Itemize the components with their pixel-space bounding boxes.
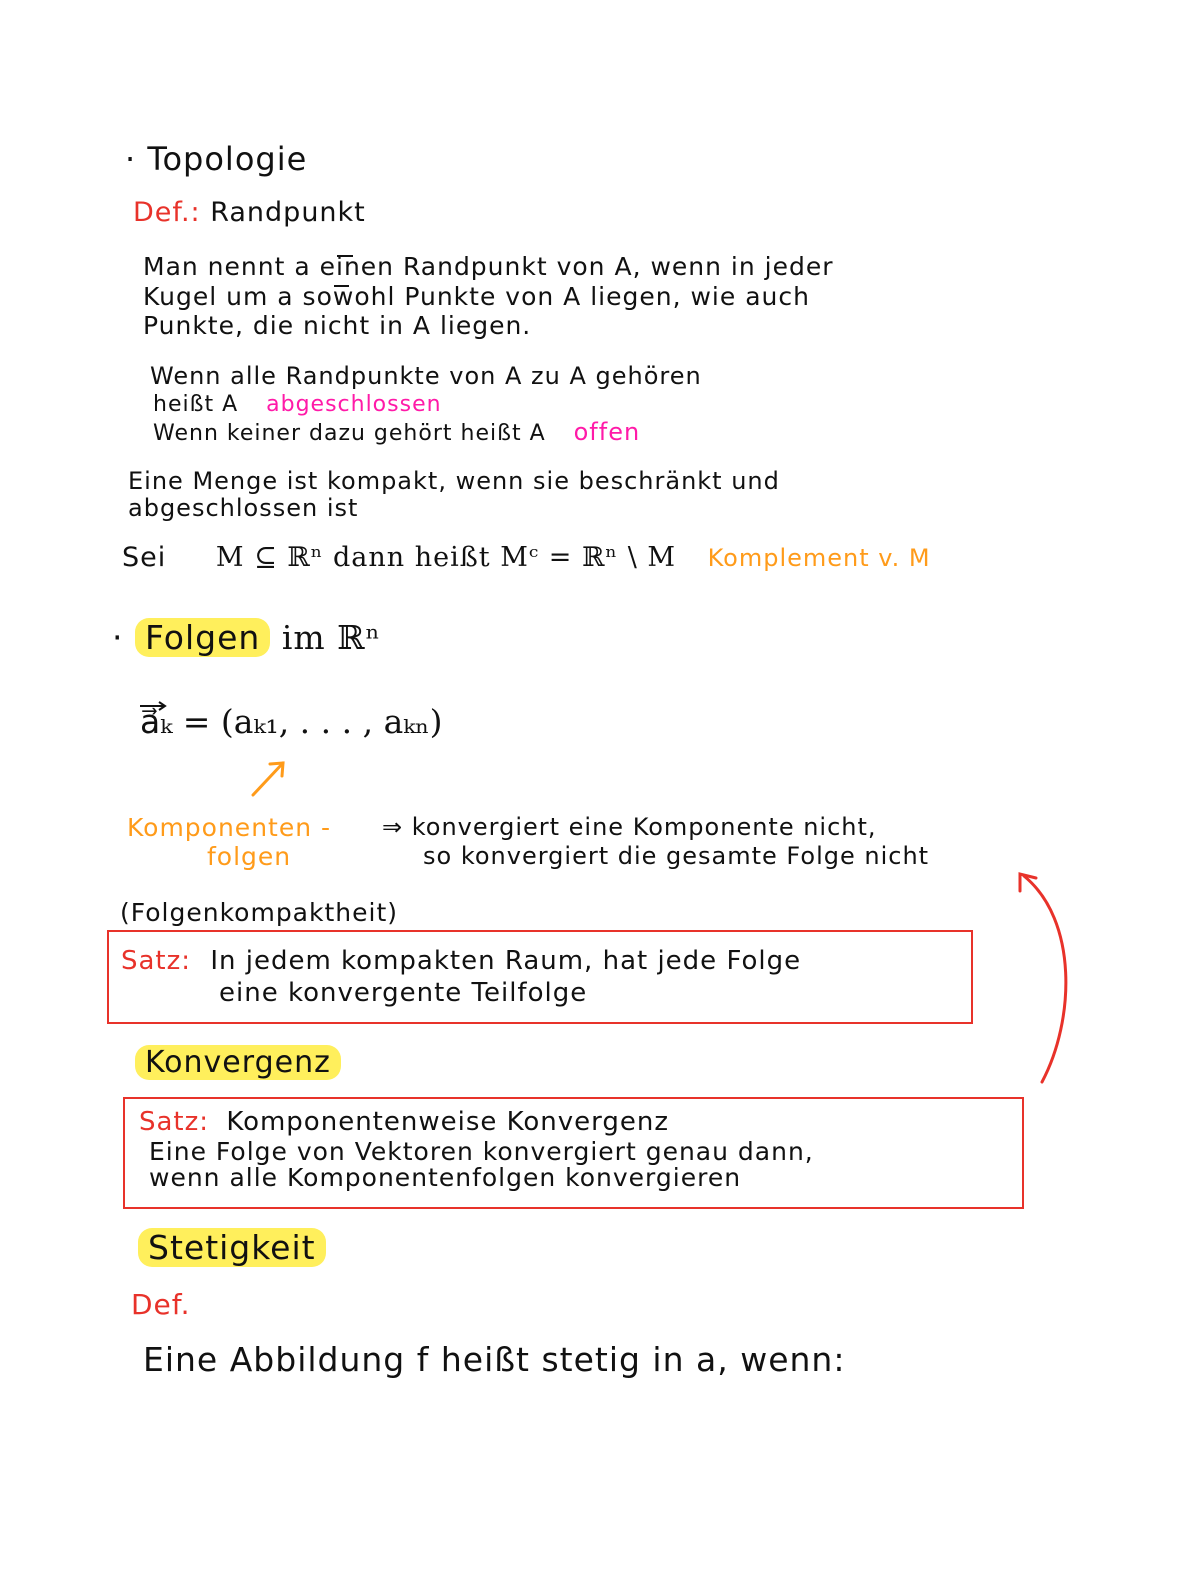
topology-heading-line	[125, 140, 307, 178]
implication-line-1: ⇒ konvergiert eine Komponente nicht,	[382, 813, 877, 841]
theorem-text: In jedem kompakten Raum, hat jede Folge	[210, 946, 802, 976]
red-curved-arrow-icon	[1020, 874, 1066, 1082]
convergence-heading	[135, 1045, 341, 1080]
definition-randpunkt	[133, 197, 366, 228]
text-line: Punkte, die nicht in A liegen.	[143, 311, 532, 340]
orange-arrow-icon	[253, 763, 283, 795]
section-title-topology: Topologie	[147, 140, 308, 178]
bullet: ·	[112, 618, 124, 657]
theorem-line-2: wenn alle Komponentenfolgen konvergieren	[149, 1163, 742, 1192]
theorem-line-1	[121, 946, 801, 976]
section-title-rest: im ℝⁿ	[281, 618, 381, 657]
sequences-heading-line	[112, 618, 381, 657]
def-term: Randpunkt	[210, 197, 366, 228]
theorem-line-1: Eine Folge von Vektoren konvergiert genau dann,	[149, 1137, 814, 1166]
compactness-heading: (Folgenkompaktheit)	[120, 898, 399, 927]
closed-line-1: Wenn alle Randpunkte von A zu A gehören	[150, 362, 702, 390]
theorem-title: Komponentenweise Konvergenz	[226, 1107, 670, 1137]
section-title-sequences: Folgen	[135, 618, 270, 657]
complement-label: Komplement v. M	[707, 544, 931, 572]
open-word: offen	[573, 418, 641, 446]
theorem-label: Satz:	[121, 946, 192, 976]
complement-formula: M ⊆ ℝⁿ dann heißt Mᶜ = ℝⁿ \ M	[215, 542, 677, 573]
implication-line-2: so konvergiert die gesamte Folge nicht	[423, 842, 930, 870]
open-line	[153, 418, 640, 446]
theorem-box-convergence	[123, 1097, 1024, 1209]
continuity-heading-line	[138, 1228, 326, 1267]
text-line: Kugel um a sowohl Punkte von A liegen, wie auch	[143, 282, 810, 311]
continuity-def-label: Def.	[131, 1288, 191, 1321]
component-label-1: Komponenten -	[127, 813, 332, 842]
theorem-line-2: eine konvergente Teilfolge	[219, 978, 588, 1008]
closed-line-2	[153, 392, 442, 417]
continuity-def-text: Eine Abbildung f heißt stetig in a, wenn:	[143, 1340, 846, 1379]
closed-word: abgeschlossen	[266, 392, 442, 417]
complement-line	[122, 542, 931, 573]
theorem-label: Satz:	[139, 1107, 210, 1137]
complement-prefix: Sei	[122, 542, 167, 573]
text-line: Man nennt a einen Randpunkt von A, wenn in jeder	[143, 252, 834, 281]
section-title-convergence: Konvergenz	[135, 1045, 341, 1080]
theorem-title-line	[139, 1107, 669, 1137]
def-label: Def.:	[133, 197, 201, 228]
theorem-box-compactness	[107, 930, 973, 1024]
section-title-continuity: Stetigkeit	[138, 1228, 326, 1267]
compact-line-2: abgeschlossen ist	[128, 494, 359, 522]
component-label-2: folgen	[207, 842, 292, 871]
open-prefix: Wenn keiner dazu gehört heißt A	[153, 421, 546, 446]
compact-line-1: Eine Menge ist kompakt, wenn sie beschränkt und	[128, 467, 780, 495]
bullet: ·	[125, 140, 137, 178]
closed-prefix: heißt A	[153, 392, 239, 417]
vector-formula: a⃗ₖ = (aₖ₁, . . . , aₖₙ)	[140, 702, 443, 741]
